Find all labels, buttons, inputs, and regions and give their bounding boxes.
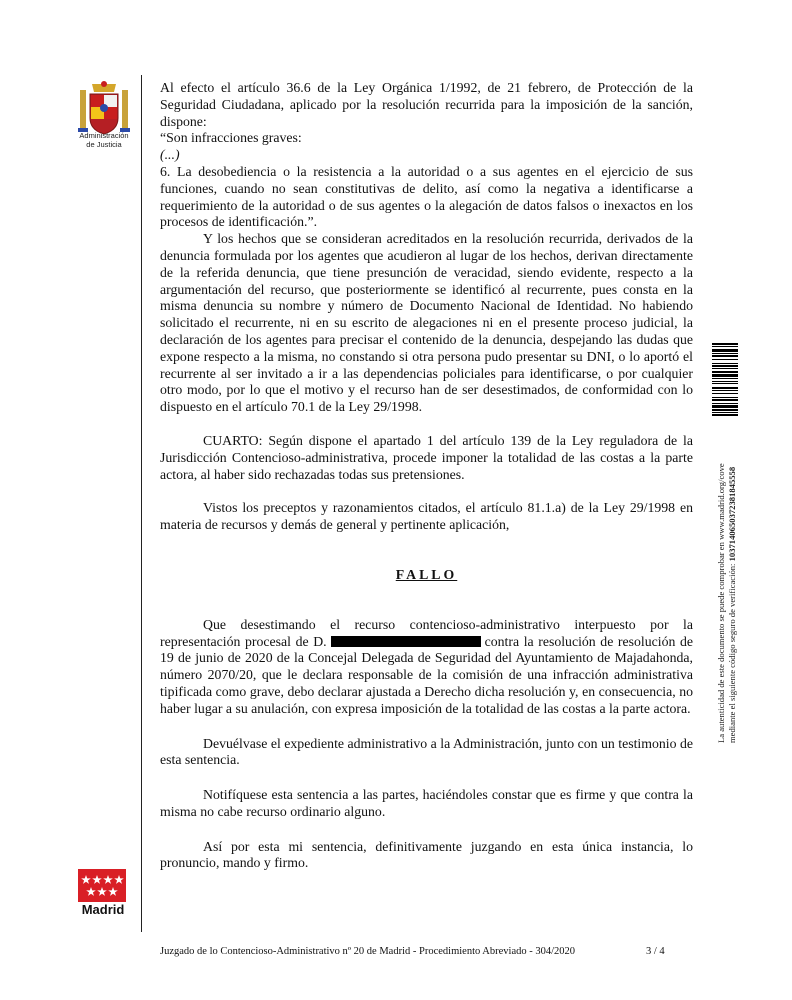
crest-caption-line1: Administración (79, 131, 129, 140)
paragraph-notifiquese: Notifíquese esta sentencia a las partes, haciéndoles constar que es firme y que contra la misma no cabe recurso ordinario alguno. (160, 787, 693, 819)
barcode-bar (712, 383, 738, 384)
barcode-bar (712, 371, 738, 373)
barcode-bar (712, 390, 738, 391)
barcode-bar (712, 365, 738, 367)
barcode-bar (712, 409, 738, 411)
barcode-bar (712, 346, 738, 347)
footer-court: Juzgado de lo Contencioso-Administrativo nº 20 de Madrid - Procedimiento Abreviado - 304/2020 (160, 946, 576, 957)
verification-line2 (727, 453, 738, 743)
footer-page-number: 3 / 4 (646, 946, 665, 957)
madrid-flag-icon (78, 869, 126, 902)
paragraph-ruling (160, 617, 693, 718)
madrid-label: Madrid (81, 902, 125, 917)
paragraph-signature-formula: Así por esta mi sentencia, definitivamente juzgando en esta única instancia, lo pronuncio, mando y firmo. (160, 838, 693, 871)
paragraph-quote-start: “Son infracciones graves: (160, 130, 302, 146)
document-body (160, 80, 693, 872)
crest-caption-line2: de Justicia (86, 140, 122, 149)
barcode-bar (712, 378, 738, 379)
left-margin-rule (141, 75, 142, 932)
paragraph-devuelvase: Devuélvase el expediente administrativo a la Administración, junto con un testimonio de esta sentencia. (160, 735, 693, 768)
barcode-bar (712, 381, 738, 382)
paragraph-vistos: Vistos los preceptos y razonamientos citados, el artículo 81.1.a) de la Ley 29/1998 en materia de recursos y demás de general y pertinente aplicación, (160, 500, 693, 533)
barcode-bar (712, 403, 738, 404)
fallo-heading: FALLO (395, 566, 458, 582)
barcode-bar (712, 374, 738, 377)
verification-prefix: mediante el siguiente código seguro de verificación: (726, 561, 737, 743)
barcode-bar (712, 343, 738, 345)
barcode-bar (712, 359, 738, 360)
paragraph-cuarto: CUARTO: Según dispone el apartado 1 del artículo 139 de la Ley reguladora de la Jurisdicción Contencioso-administrativa, procede imponer la totalidad de las costas a la parte actora, al haber sido rechazadas todas sus pretensiones. (160, 432, 693, 482)
paragraph-law-citation: Al efecto el artículo 36.6 de la Ley Orgánica 1/1992, de 21 febrero, de Protección de la Seguridad Ciudadana, aplicado por la resolución recurrida para la imposición de la sanción, dispone: (160, 80, 693, 129)
barcode-icon (712, 343, 738, 450)
barcode-bar (712, 353, 738, 354)
barcode-bar (712, 355, 738, 357)
verification-line1: La autenticidad de este documento se puede comprobar en www.madrid.org/cove (716, 463, 726, 743)
ruling-text-before: Que desestimando el recurso contencioso-administrativo interpuesto por la representación procesal de D. (160, 616, 693, 649)
barcode-bar (712, 393, 738, 394)
barcode-bar (712, 412, 738, 413)
verification-text (716, 453, 737, 743)
barcode-bar (712, 399, 738, 401)
paragraph-facts: Y los hechos que se consideran acreditados en la resolución recurrida, derivados de la denuncia formulada por los agentes que acudieron al lugar de los hechos, derivan directamente de la referida denuncia, que tiene presunción de veracidad, siendo evidente, respecto a la argumentación del recurso, que posteriormente se identificó al recurrente, pues consta en la misma denuncia su nombre y número de Documento Nacional de Identidad. No habiendo solicitado el recurrente, ni en su escrito de alegaciones ni en el presente proceso judicial, la declaración de los agentes para precisar el contenido de la denuncia, despejando las dudas que expone respecto a la misma, no constando si otra persona pudo presentar su DNI, o lo aportó el recurrente al ser invitado a ir a las dependencias policiales para identificarse, o por cualquier otro modo, por lo que el motivo y el recurso han de ser desestimados, de conformidad con lo dispuesto en el artículo 70.1 de la Ley 29/1998. (160, 231, 693, 415)
barcode-bar (712, 387, 738, 389)
barcode-bar (712, 363, 738, 364)
barcode-bar (712, 349, 738, 352)
ruling-text-after: contra la resolución de resolución de 19 de junio de 2020 de la Concejal Delegada de Seguridad del Ayuntamiento de Majadahonda, número 2070/20, que le declara responsable de la comisión de una infracción administrativa tipificada como grave, debo declarar ajustada a Derecho dicha resolución y, en consecuencia, no haber lugar a su anulación, con expresa imposición de la totalidad de las costas a la parte actora. (160, 633, 693, 716)
barcode-bar (712, 414, 738, 416)
barcode-bar (712, 368, 738, 369)
barcode-bar (712, 405, 738, 408)
redacted-name (331, 636, 481, 647)
paragraph-ellipsis: (...) (160, 147, 180, 163)
paragraph-article-6: 6. La desobediencia o la resistencia a la autoridad o a sus agentes en el ejercicio de sus funciones, cuando no sean constitutivas de delito, así como la negativa a identificarse a requerimiento de la autoridad o de sus agentes o la alegación de datos falsos o inexactos en los procesos de identificación.”. (160, 163, 693, 230)
page-footer (160, 946, 693, 957)
verification-code: 1037140650372381845558 (726, 466, 737, 562)
barcode-bar (712, 397, 738, 398)
crest-caption (68, 131, 140, 149)
